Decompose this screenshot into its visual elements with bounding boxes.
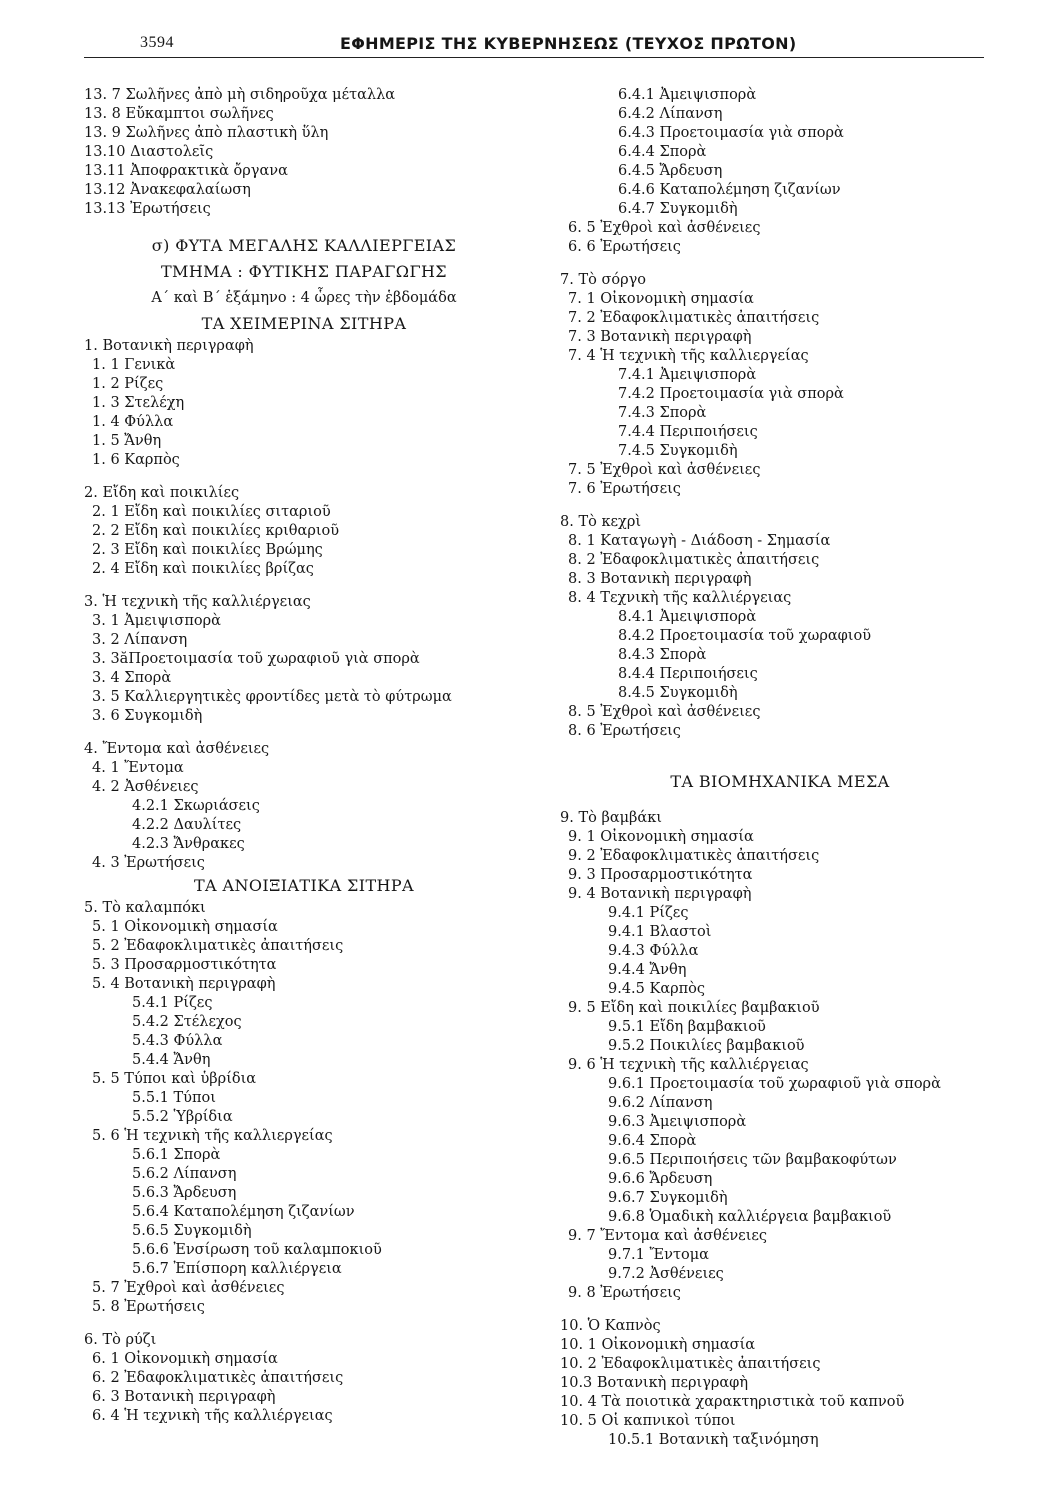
syllabus-item: 10. 1 Οἰκονομικὴ σημασία <box>560 1337 756 1353</box>
syllabus-item: 5.4.3 Φύλλα <box>132 1033 223 1049</box>
syllabus-item: 7. Τὸ σόργο <box>560 272 647 288</box>
syllabus-item: 13. 9 Σωλῆνες ἀπὸ πλαστικὴ ὕλη <box>84 125 329 141</box>
syllabus-item: 5.6.2 Λίπανση <box>132 1166 237 1182</box>
syllabus-item: 9. 4 Βοτανικὴ περιγραφὴ <box>568 886 752 902</box>
syllabus-item: 6.4.5 Ἄρδευση <box>618 163 723 179</box>
section-heading: Α΄ καὶ Β΄ ἑξάμηνο : 4 ὧρες τὴν ἑβδομάδα <box>151 290 457 306</box>
syllabus-item: 9.6.6 Ἄρδευση <box>608 1171 713 1187</box>
syllabus-item: 4.2.2 Δαυλίτες <box>132 817 242 833</box>
syllabus-item: 9.4.1 Ρίζες <box>608 905 689 921</box>
syllabus-item: 7. 3 Βοτανικὴ περιγραφὴ <box>568 329 752 345</box>
syllabus-item: 8.4.1 Ἀμειψισπορὰ <box>618 609 757 625</box>
syllabus-item: 6. 3 Βοτανικὴ περιγραφὴ <box>92 1389 276 1405</box>
syllabus-item: 5. 5 Τύποι καὶ ὑβρίδια <box>92 1071 257 1087</box>
spacer <box>84 219 524 233</box>
syllabus-item: 8.4.4 Περιποιήσεις <box>618 666 758 682</box>
page-header <box>0 0 1060 62</box>
syllabus-item: 13.12 Ἀνακεφαλαίωση <box>84 182 251 198</box>
page-number: 3594 <box>140 34 174 51</box>
syllabus-item: 8.4.2 Προετοιμασία τοῦ χωραφιοῦ <box>618 628 872 644</box>
syllabus-item: 8. Τὸ κεχρὶ <box>560 514 642 530</box>
syllabus-item: 9. 7 Ἔντομα καὶ ἀσθένειες <box>568 1228 768 1244</box>
syllabus-item: 5. 4 Βοτανικὴ περιγραφὴ <box>92 976 276 992</box>
syllabus-item: 9.6.8 Ὁμαδικὴ καλλιέργεια βαμβακιοῦ <box>608 1209 892 1225</box>
syllabus-item: 9.4.3 Φύλλα <box>608 943 699 959</box>
syllabus-item: 2. 4 Εἴδη καὶ ποικιλίες βρίζας <box>92 561 314 577</box>
syllabus-item: 5.4.4 Ἄνθη <box>132 1052 211 1068</box>
gazette-title: ΕΦΗΜΕΡΙΣ ΤΗΣ ΚΥΒΕΡΝΗΣΕΩΣ (ΤΕΥΧΟΣ ΠΡΩΤΟΝ) <box>340 34 797 53</box>
syllabus-item: 10. Ὁ Καπνὸς <box>560 1318 661 1334</box>
syllabus-item: 9. 1 Οἰκονομικὴ σημασία <box>568 829 754 845</box>
syllabus-item: 7. 5 Ἐχθροὶ καὶ ἀσθένειες <box>568 462 761 478</box>
syllabus-item: 7. 4 Ἡ τεχνικὴ τῆς καλλιεργείας <box>568 348 809 364</box>
syllabus-item: 9. Τὸ βαμβάκι <box>560 810 662 826</box>
section-heading: ΤΑ ΧΕΙΜΕΡΙΝΑ ΣΙΤΗΡΑ <box>201 314 407 333</box>
syllabus-item: 1. 5 Ἄνθη <box>92 433 162 449</box>
right-column <box>560 86 1000 1450</box>
syllabus-item: 5.4.2 Στέλεχος <box>132 1014 242 1030</box>
syllabus-item: 2. 1 Εἴδη καὶ ποικιλίες σιταριοῦ <box>92 504 331 520</box>
left-column <box>84 86 524 1426</box>
syllabus-item: 3. 2 Λίπανση <box>92 632 188 648</box>
syllabus-item: 6. Τὸ ρύζι <box>84 1332 157 1348</box>
syllabus-item: 6.4.1 Ἀμειψισπορὰ <box>618 87 757 103</box>
syllabus-item: 7. 2 Ἐδαφοκλιματικὲς ἀπαιτήσεις <box>568 310 820 326</box>
syllabus-item: 5.5.2 Ὑβρίδια <box>132 1109 233 1125</box>
syllabus-item: 5.6.4 Καταπολέμηση ζιζανίων <box>132 1204 355 1220</box>
syllabus-item: 5. 7 Ἐχθροὶ καὶ ἀσθένειες <box>92 1280 285 1296</box>
syllabus-item: 6.4.7 Συγκομιδὴ <box>618 201 738 217</box>
syllabus-item: 3. 4 Σπορὰ <box>92 670 172 686</box>
syllabus-item: 5.4.1 Ρίζες <box>132 995 213 1011</box>
syllabus-item: 6.4.3 Προετοιμασία γιὰ σπορὰ <box>618 125 844 141</box>
spacer <box>560 755 1000 769</box>
syllabus-item: 4. 3 Ἐρωτήσεις <box>92 855 205 871</box>
syllabus-item: 9.7.2 Ἀσθένειες <box>608 1266 724 1282</box>
spacer <box>560 1303 1000 1317</box>
syllabus-item: 5. 6 Ἡ τεχνικὴ τῆς καλλιεργείας <box>92 1128 333 1144</box>
syllabus-item: 13.11 Ἀποφρακτικὰ ὄργανα <box>84 163 288 179</box>
syllabus-item: 2. 2 Εἴδη καὶ ποικιλίες κριθαριοῦ <box>92 523 340 539</box>
syllabus-item: 7.4.3 Σπορὰ <box>618 405 707 421</box>
syllabus-item: 9.6.5 Περιποιήσεις τῶν βαμβακοφύτων <box>608 1152 897 1168</box>
syllabus-item: 6. 4 Ἡ τεχνικὴ τῆς καλλιέργειας <box>92 1408 333 1424</box>
section-heading: ΤΑ ΒΙΟΜΗΧΑΝΙΚΑ ΜΕΣΑ <box>670 772 890 791</box>
syllabus-item: 9. 6 Ἡ τεχνικὴ τῆς καλλιέργειας <box>568 1057 809 1073</box>
syllabus-item: 8. 3 Βοτανικὴ περιγραφὴ <box>568 571 752 587</box>
syllabus-item: 7.4.5 Συγκομιδὴ <box>618 443 738 459</box>
syllabus-item: 7. 1 Οἰκονομικὴ σημασία <box>568 291 754 307</box>
syllabus-item: 1. 1 Γενικὰ <box>92 357 176 373</box>
syllabus-item: 8.4.5 Συγκομιδὴ <box>618 685 738 701</box>
syllabus-item: 5.6.5 Συγκομιδὴ <box>132 1223 252 1239</box>
syllabus-item: 9. 5 Εἴδη καὶ ποικιλίες βαμβακιοῦ <box>568 1000 820 1016</box>
spacer <box>84 726 524 740</box>
spacer <box>560 257 1000 271</box>
syllabus-item: 10.3 Βοτανικὴ περιγραφὴ <box>560 1375 749 1391</box>
syllabus-item: 8. 2 Ἐδαφοκλιματικὲς ἀπαιτήσεις <box>568 552 820 568</box>
syllabus-item: 9.6.1 Προετοιμασία τοῦ χωραφιοῦ γιὰ σπορὰ <box>608 1076 941 1092</box>
syllabus-item: 13.10 Διαστολεῖς <box>84 144 214 160</box>
syllabus-item: 9.6.7 Συγκομιδὴ <box>608 1190 728 1206</box>
syllabus-item: 1. Βοτανικὴ περιγραφὴ <box>84 338 254 354</box>
spacer <box>560 795 1000 809</box>
syllabus-item: 5. 3 Προσαρμοστικότητα <box>92 957 277 973</box>
syllabus-item: 5. Τὸ καλαμπόκι <box>84 900 206 916</box>
syllabus-item: 5. 1 Οἰκονομικὴ σημασία <box>92 919 278 935</box>
syllabus-item: 3. 3ăΠροετοιμασία τοῦ χωραφιοῦ γιὰ σπορὰ <box>92 651 420 667</box>
syllabus-item: 9.4.4 Ἄνθη <box>608 962 687 978</box>
syllabus-item: 4.2.1 Σκωριάσεις <box>132 798 260 814</box>
syllabus-item: 7. 6 Ἐρωτήσεις <box>568 481 681 497</box>
syllabus-item: 10. 2 Ἐδαφοκλιματικὲς ἀπαιτήσεις <box>560 1356 821 1372</box>
syllabus-item: 6. 2 Ἐδαφοκλιματικὲς ἀπαιτήσεις <box>92 1370 344 1386</box>
syllabus-item: 1. 6 Καρπὸς <box>92 452 180 468</box>
syllabus-item: 13. 8 Εὔκαμπτοι σωλῆνες <box>84 106 274 122</box>
spacer <box>84 470 524 484</box>
syllabus-item: 4. 1 Ἔντομα <box>92 760 184 776</box>
section-heading: ΤΑ ΑΝΟΙΞΙΑΤΙΚΑ ΣΙΤΗΡΑ <box>193 876 414 895</box>
syllabus-item: 7.4.4 Περιποιήσεις <box>618 424 758 440</box>
syllabus-item: 4.2.3 Ἄνθρακες <box>132 836 245 852</box>
syllabus-item: 8. 6 Ἐρωτήσεις <box>568 723 681 739</box>
spacer <box>560 499 1000 513</box>
spacer <box>84 1317 524 1331</box>
syllabus-item: 9.4.1 Βλαστοὶ <box>608 924 712 940</box>
syllabus-item: 7.4.2 Προετοιμασία γιὰ σπορὰ <box>618 386 844 402</box>
syllabus-item: 9.6.2 Λίπανση <box>608 1095 713 1111</box>
syllabus-item: 13. 7 Σωλῆνες ἀπὸ μὴ σιδηροῦχα μέταλλα <box>84 87 396 103</box>
syllabus-item: 9. 3 Προσαρμοστικότητα <box>568 867 753 883</box>
spacer <box>560 741 1000 755</box>
syllabus-item: 13.13 Ἐρωτήσεις <box>84 201 211 217</box>
syllabus-item: 5.6.1 Σπορὰ <box>132 1147 221 1163</box>
syllabus-item: 6.4.2 Λίπανση <box>618 106 723 122</box>
syllabus-item: 1. 2 Ρίζες <box>92 376 164 392</box>
syllabus-item: 3. 6 Συγκομιδὴ <box>92 708 203 724</box>
syllabus-item: 3. 5 Καλλιεργητικὲς φροντίδες μετὰ τὸ φύτρωμα <box>92 689 452 705</box>
syllabus-item: 2. 3 Εἴδη καὶ ποικιλίες Βρώμης <box>92 542 323 558</box>
syllabus-item: 2. Εἴδη καὶ ποικιλίες <box>84 485 240 501</box>
syllabus-item: 4. Ἔντομα καὶ ἀσθένειες <box>84 741 270 757</box>
syllabus-item: 6.4.4 Σπορὰ <box>618 144 707 160</box>
syllabus-item: 8. 4 Τεχνικὴ τῆς καλλιέργειας <box>568 590 792 606</box>
header-rule <box>84 57 984 58</box>
section-heading: ΤΜΗΜΑ : ΦΥΤΙΚΗΣ ΠΑΡΑΓΩΓΗΣ <box>160 262 448 281</box>
syllabus-item: 10. 4 Τὰ ποιοτικὰ χαρακτηριστικὰ τοῦ καπνοῦ <box>560 1394 905 1410</box>
syllabus-item: 4. 2 Ἀσθένειες <box>92 779 199 795</box>
section-heading: σ) ΦΥΤΑ ΜΕΓΑΛΗΣ ΚΑΛΛΙΕΡΓΕΙΑΣ <box>151 236 457 255</box>
syllabus-item: 10. 5 Οἱ καπνικοὶ τύποι <box>560 1413 736 1429</box>
syllabus-item: 6. 1 Οἰκονομικὴ σημασία <box>92 1351 278 1367</box>
syllabus-item: 7.4.1 Ἀμειψισπορὰ <box>618 367 757 383</box>
syllabus-item: 3. Ἡ τεχνικὴ τῆς καλλιέργειας <box>84 594 311 610</box>
syllabus-item: 6.4.6 Καταπολέμηση ζιζανίων <box>618 182 841 198</box>
syllabus-item: 9. 2 Ἐδαφοκλιματικὲς ἀπαιτήσεις <box>568 848 820 864</box>
syllabus-item: 8. 5 Ἐχθροὶ καὶ ἀσθένειες <box>568 704 761 720</box>
syllabus-item: 9.5.2 Ποικιλίες βαμβακιοῦ <box>608 1038 805 1054</box>
syllabus-item: 1. 3 Στελέχη <box>92 395 185 411</box>
syllabus-item: 6. 5 Ἐχθροὶ καὶ ἀσθένειες <box>568 220 761 236</box>
syllabus-item: 9.5.1 Εἴδη βαμβακιοῦ <box>608 1019 766 1035</box>
syllabus-item: 8. 1 Καταγωγὴ - Διάδοση - Σημασία <box>568 533 831 549</box>
spacer <box>84 579 524 593</box>
syllabus-item: 3. 1 Ἀμειψισπορὰ <box>92 613 221 629</box>
syllabus-item: 5. 8 Ἐρωτήσεις <box>92 1299 205 1315</box>
syllabus-item: 8.4.3 Σπορὰ <box>618 647 707 663</box>
syllabus-item: 9.7.1 Ἔντομα <box>608 1247 709 1263</box>
syllabus-item: 6. 6 Ἐρωτήσεις <box>568 239 681 255</box>
syllabus-item: 9.6.4 Σπορὰ <box>608 1133 697 1149</box>
syllabus-item: 5.6.3 Ἄρδευση <box>132 1185 237 1201</box>
syllabus-item: 1. 4 Φύλλα <box>92 414 174 430</box>
syllabus-item: 5.6.6 Ἐνσίρωση τοῦ καλαμποκιοῦ <box>132 1242 382 1258</box>
syllabus-item: 5. 2 Ἐδαφοκλιματικὲς ἀπαιτήσεις <box>92 938 344 954</box>
syllabus-item: 5.6.7 Ἐπίσπορη καλλιέργεια <box>132 1261 342 1277</box>
syllabus-item: 5.5.1 Τύποι <box>132 1090 216 1106</box>
syllabus-item: 9.4.5 Καρπὸς <box>608 981 706 997</box>
syllabus-item: 10.5.1 Βοτανικὴ ταξινόμηση <box>608 1432 819 1448</box>
syllabus-item: 9.6.3 Ἀμειψισπορὰ <box>608 1114 747 1130</box>
syllabus-item: 9. 8 Ἐρωτήσεις <box>568 1285 681 1301</box>
